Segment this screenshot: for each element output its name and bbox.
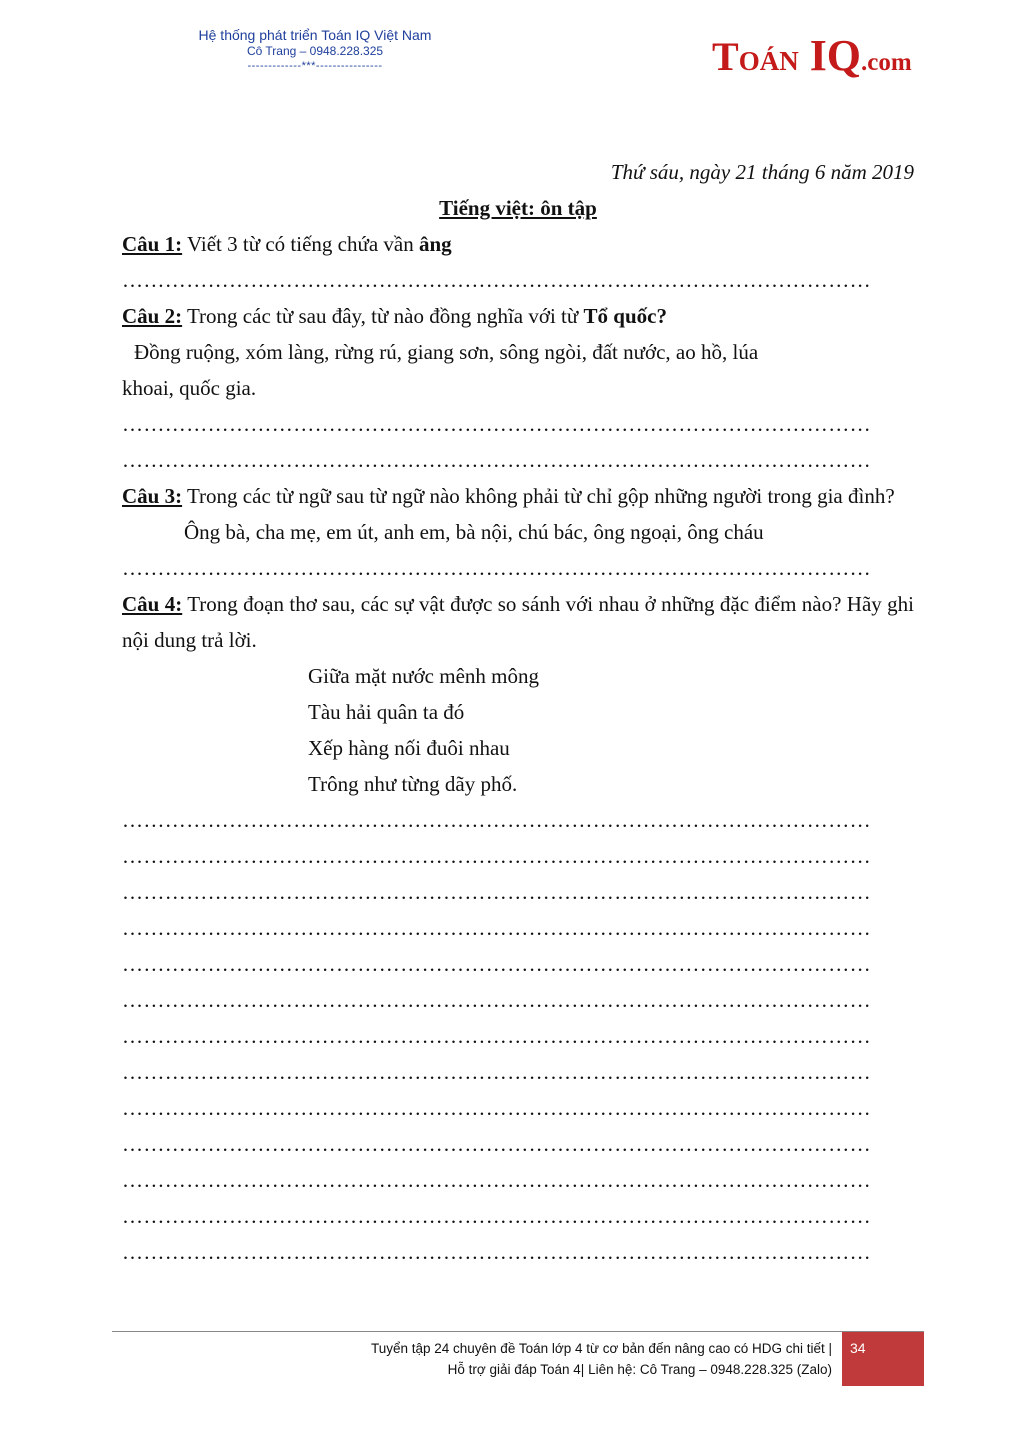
answer-line: …………………………………………………………………………………………… — [122, 1132, 871, 1156]
answer-line: …………………………………………………………………………………………… — [122, 1240, 871, 1264]
poem-line: Giữa mặt nước mênh mông — [308, 664, 539, 688]
q4-label: Câu 4: — [122, 592, 183, 616]
q3-label: Câu 3: — [122, 484, 183, 508]
header-contact: Cô Trang – 0948.228.325 — [246, 44, 384, 58]
answer-line: …………………………………………………………………………………………… — [122, 844, 871, 868]
footer-text — [371, 1338, 832, 1380]
q2-label: Câu 2: — [122, 304, 183, 328]
document-body — [122, 150, 914, 1270]
date-line: Thứ sáu, ngày 21 tháng 6 năm 2019 — [610, 160, 914, 184]
page-title: Tiếng việt: ôn tập — [439, 196, 597, 220]
question-1 — [122, 226, 914, 262]
page-number: 34 — [842, 1332, 924, 1386]
footer-line-2: Hỗ trợ giải đáp Toán 4| Liên hệ: Cô Trang – 0948.228.325 (Zalo) — [447, 1362, 832, 1377]
answer-line: …………………………………………………………………………………………… — [122, 556, 871, 580]
org-name: Hệ thống phát triển Toán IQ Việt Nam — [198, 27, 432, 43]
q2-bold: Tổ quốc? — [583, 304, 667, 328]
answer-line: …………………………………………………………………………………………… — [122, 1024, 871, 1048]
question-4 — [122, 586, 914, 658]
header-separator: -------------***---------------- — [247, 60, 383, 72]
answer-line: …………………………………………………………………………………………… — [122, 268, 871, 292]
answer-line: …………………………………………………………………………………………… — [122, 1168, 871, 1192]
answer-line: …………………………………………………………………………………………… — [122, 988, 871, 1012]
header-left — [150, 26, 480, 73]
q4-text: Trong đoạn thơ sau, các sự vật được so sánh với nhau ở những đặc điểm nào? Hãy ghi nội dung trả lời. — [122, 592, 914, 652]
toaniq-logo: TOÁN IQ.com — [712, 31, 912, 80]
answer-line: …………………………………………………………………………………………… — [122, 808, 871, 832]
poem-line: Xếp hàng nối đuôi nhau — [308, 736, 510, 760]
answer-line: …………………………………………………………………………………………… — [122, 952, 871, 976]
q2-words-line2: khoai, quốc gia. — [122, 376, 257, 400]
q2-text: Trong các từ sau đây, từ nào đồng nghĩa với từ — [182, 304, 584, 328]
poem-line: Tàu hải quân ta đó — [308, 700, 465, 724]
answer-line: …………………………………………………………………………………………… — [122, 1204, 871, 1228]
answer-line: …………………………………………………………………………………………… — [122, 1096, 871, 1120]
q1-label: Câu 1: — [122, 232, 183, 256]
answer-line: …………………………………………………………………………………………… — [122, 412, 871, 436]
q2-words-line1: Đồng ruộng, xóm làng, rừng rú, giang sơn, sông ngòi, đất nước, ao hồ, lúa — [134, 340, 759, 364]
footer-divider — [112, 1331, 924, 1332]
question-2 — [122, 298, 914, 334]
answer-line: …………………………………………………………………………………………… — [122, 880, 871, 904]
q1-bold: âng — [418, 232, 452, 256]
footer-line-1: Tuyển tập 24 chuyên đề Toán lớp 4 từ cơ bản đến nâng cao có HDG chi tiết | — [370, 1341, 832, 1356]
q1-text: Viết 3 từ có tiếng chứa vần — [182, 232, 419, 256]
answer-line: …………………………………………………………………………………………… — [122, 448, 871, 472]
q3-text: Trong các từ ngữ sau từ ngữ nào không phải từ chỉ gộp những người trong gia đình? — [182, 484, 895, 508]
q3-words: Ông bà, cha mẹ, em út, anh em, bà nội, chú bác, ông ngoại, ông cháu — [184, 520, 764, 544]
answer-line: …………………………………………………………………………………………… — [122, 1060, 871, 1084]
answer-line: …………………………………………………………………………………………… — [122, 916, 871, 940]
question-3 — [122, 478, 914, 514]
poem-line: Trông như từng dãy phố. — [308, 772, 518, 796]
